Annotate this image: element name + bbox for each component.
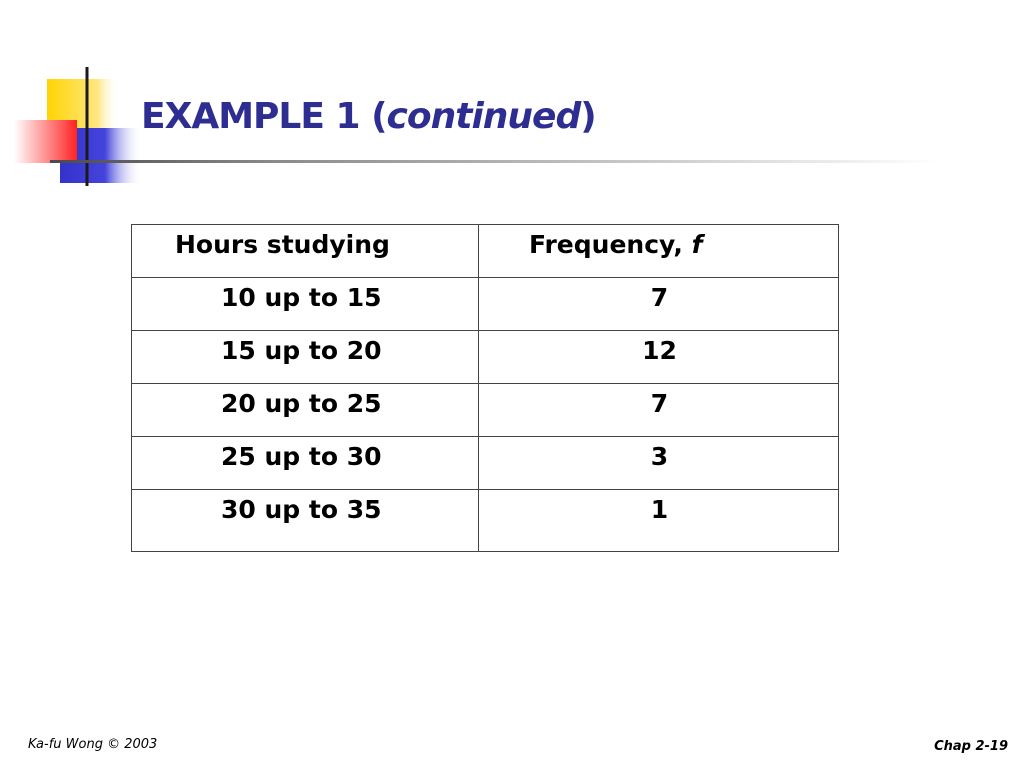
title-main: EXAMPLE 1 ( <box>141 96 387 137</box>
table-row <box>132 278 839 331</box>
footer-author: Ka-fu Wong © 2003 <box>28 737 158 752</box>
frequency-cell <box>479 384 839 437</box>
header-cell-hours <box>132 225 479 278</box>
header-frequency-label <box>479 225 838 264</box>
frequency-value: 1 <box>650 495 669 524</box>
table-row <box>132 437 839 490</box>
frequency-table <box>131 224 839 552</box>
hours-cell <box>132 437 479 490</box>
frequency-cell <box>479 331 839 384</box>
title-italic: continued <box>386 96 581 137</box>
footer-page-number: Chap 2-19 <box>934 739 1008 754</box>
table-header-row <box>132 225 839 278</box>
frequency-cell <box>479 490 839 552</box>
frequency-value: 3 <box>650 442 669 471</box>
frequency-value: 12 <box>642 336 677 365</box>
header-hours-label: Hours studying <box>175 230 390 259</box>
decorative-squares-logo <box>0 0 160 200</box>
header-frequency-text: Frequency, <box>529 230 692 259</box>
table-row <box>132 331 839 384</box>
hours-value: 25 up to 30 <box>221 442 382 471</box>
hours-cell <box>132 384 479 437</box>
hours-cell <box>132 490 479 552</box>
frequency-cell <box>479 437 839 490</box>
frequency-value: 7 <box>650 389 669 418</box>
frequency-cell <box>479 278 839 331</box>
title-underline-divider <box>50 160 940 163</box>
table-row <box>132 384 839 437</box>
hours-cell <box>132 331 479 384</box>
hours-value: 20 up to 25 <box>221 389 382 418</box>
table-row <box>132 490 839 552</box>
header-cell-frequency <box>479 225 839 278</box>
frequency-value: 7 <box>650 283 669 312</box>
hours-value: 30 up to 35 <box>221 495 382 524</box>
hours-value: 10 up to 15 <box>221 283 382 312</box>
hours-cell <box>132 278 479 331</box>
page-title <box>141 92 596 142</box>
header-frequency-variable: f <box>691 230 703 259</box>
hours-value: 15 up to 20 <box>221 336 382 365</box>
title-close: ) <box>580 96 596 137</box>
